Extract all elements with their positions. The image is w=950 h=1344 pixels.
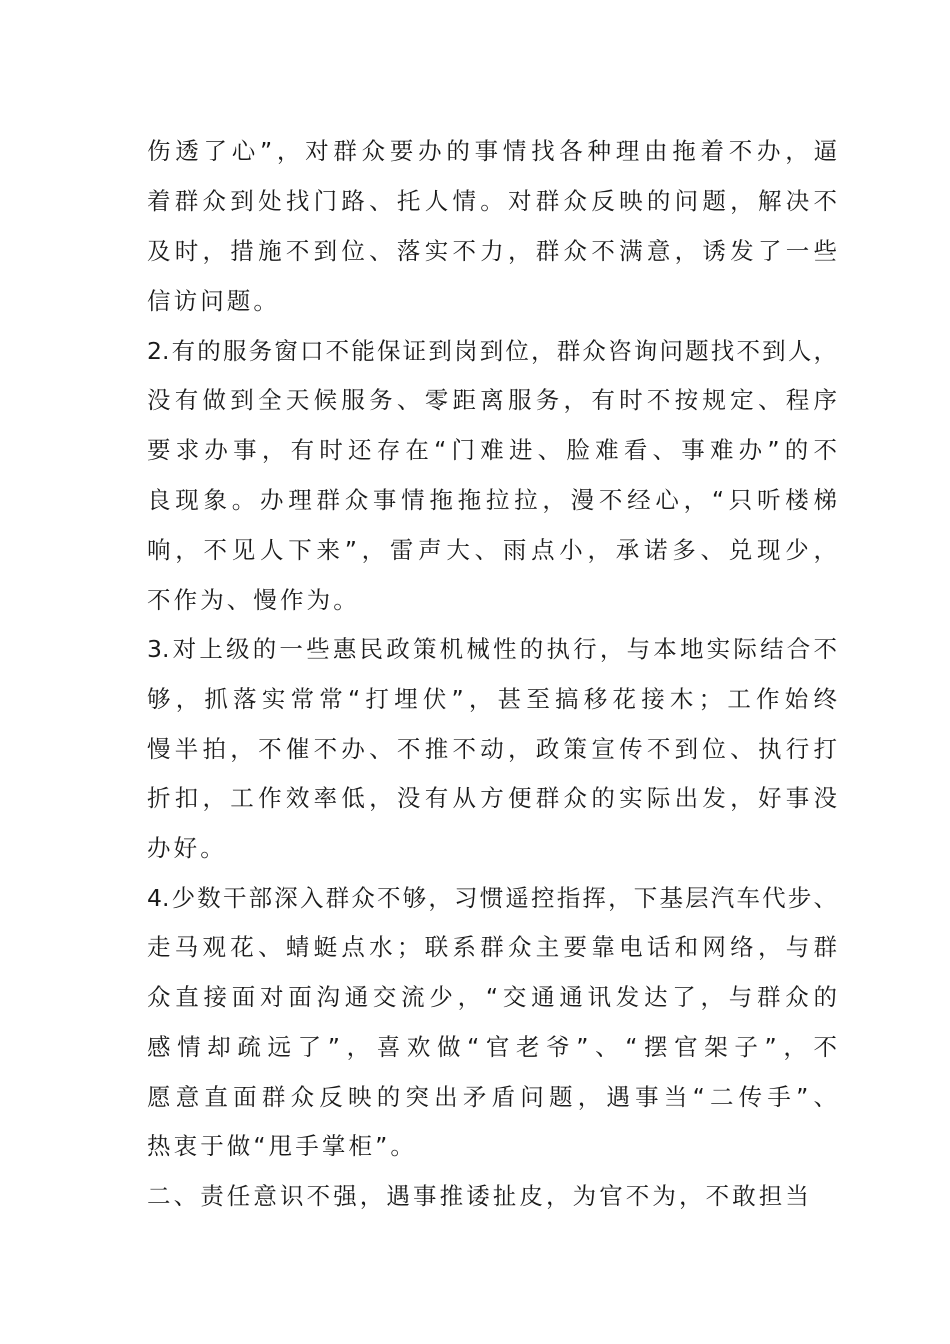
text-line: 着群众到处找门路、托人情。对群众反映的问题，解决不 (147, 187, 837, 215)
text-line: 够，抓落实常常“打埋伏”，甚至搞移花接木；工作始终 (147, 685, 837, 713)
text-line: 4.少数干部深入群众不够，习惯遥控指挥，下基层汽车代步、 (147, 884, 837, 912)
text-line: 信访问题。 (147, 287, 280, 315)
text-line: 众直接面对面沟通交流少，“交通通讯发达了，与群众的 (147, 983, 837, 1011)
text-line: 感情却疏远了”，喜欢做“官老爷”、“摆官架子”，不 (147, 1033, 837, 1061)
text-line: 愿意直面群众反映的突出矛盾问题，遇事当“二传手”、 (147, 1083, 837, 1111)
text-line: 伤透了心”，对群众要办的事情找各种理由拖着不办，逼 (147, 137, 837, 165)
text-line: 2.有的服务窗口不能保证到岗到位，群众咨询问题找不到人， (147, 337, 837, 365)
text-line: 及时，措施不到位、落实不力，群众不满意，诱发了一些 (147, 237, 837, 265)
text-line: 3.对上级的一些惠民政策机械性的执行，与本地实际结合不 (147, 635, 837, 663)
text-line: 要求办事，有时还存在“门难进、脸难看、事难办”的不 (147, 436, 837, 464)
section-heading: 二、责任意识不强，遇事推诿扯皮，为官不为，不敢担当 (147, 1182, 812, 1210)
text-line: 不作为、慢作为。 (147, 586, 360, 614)
text-line: 走马观花、蜻蜓点水；联系群众主要靠电话和网络，与群 (147, 933, 837, 961)
text-line: 慢半拍，不催不办、不推不动，政策宣传不到位、执行打 (147, 735, 837, 763)
text-line: 没有做到全天候服务、零距离服务，有时不按规定、程序 (147, 386, 837, 414)
text-line: 折扣，工作效率低，没有从方便群众的实际出发，好事没 (147, 784, 837, 812)
text-line: 办好。 (147, 834, 227, 862)
text-line: 良现象。办理群众事情拖拖拉拉，漫不经心，“只听楼梯 (147, 486, 837, 514)
text-line: 响，不见人下来”，雷声大、雨点小，承诺多、兑现少， (147, 536, 837, 564)
text-line: 热衷于做“甩手掌柜”。 (147, 1132, 417, 1160)
